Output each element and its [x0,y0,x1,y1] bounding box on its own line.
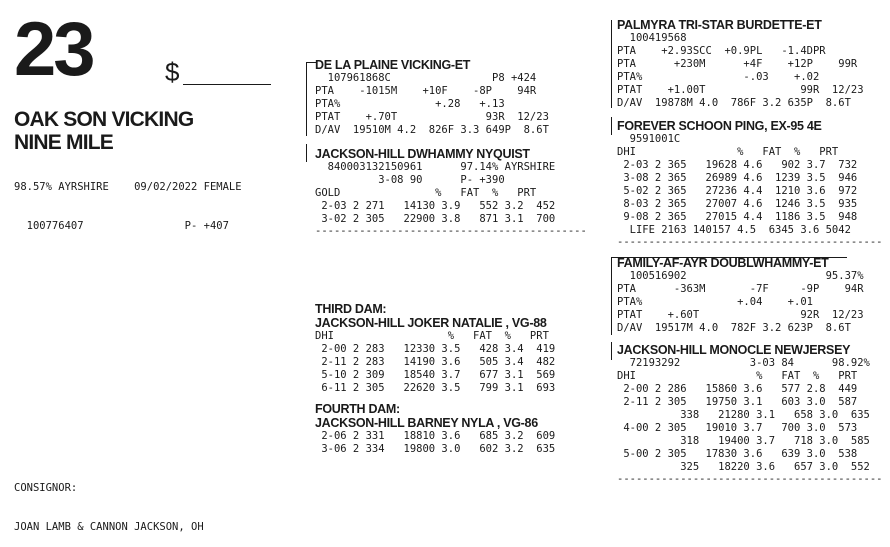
third-dam-block [315,302,555,395]
sire-of-sire-line: D/AV 19878M 4.0 786F 3.2 635P 8.6T [617,97,851,109]
sire-of-sire-block [617,18,864,110]
dam-of-sire-line: 2-03 2 365 19628 4.6 902 3.7 732 [617,159,858,171]
sire-of-dam-line: PTA% +.04 +.01 [617,296,813,308]
dam-of-sire-line: 5-02 2 365 27236 4.4 1210 3.6 972 [617,185,858,197]
dam-line: 3-08 90 P- +390 [315,174,505,186]
dam-of-dam-line: 325 18220 3.6 657 3.0 552 [617,461,870,473]
dam-line: GOLD % FAT % PRT [315,187,537,199]
third-dam-line: DHI % FAT % PRT [315,330,549,342]
sire-of-dam-block [617,256,864,335]
sire-of-sire-line: PTA +2.93SCC +0.9PL -1.4DPR [617,45,826,57]
sire-of-sire-bracket [611,20,612,108]
animal-info [14,155,242,246]
animal-name-line2: NINE MILE [14,131,113,154]
dam-of-sire-name: FOREVER SCHOON PING, EX-95 4E [617,119,822,133]
sire-name: DE LA PLAINE VICKING-ET [315,58,471,72]
sire-line: PTA% +.28 +.13 [315,98,505,110]
animal-name [14,108,193,154]
animal-info-line2: 100776407 P- +407 [14,220,229,232]
third-dam-line: 2-11 2 283 14190 3.6 505 3.4 482 [315,356,556,368]
sire-of-sire-line: PTAT +1.00T 99R 12/23 [617,84,864,96]
sire-line: 107961868C P8 +424 [315,72,537,84]
consignor-name: JOAN LAMB & CANNON JACKSON, OH [14,521,204,533]
fourth-dam-line: 2-06 2 331 18810 3.6 685 3.2 609 [315,430,556,442]
dam-of-sire-line: DHI % FAT % PRT [617,146,839,158]
sire-of-sire-line: PTA% -.03 +.02 [617,71,820,83]
dam-of-dam-line: 4-00 2 305 19010 3.7 700 3.0 573 [617,422,858,434]
dam-rule: ------------------------------------------- [315,225,587,237]
fourth-dam-name: JACKSON-HILL BARNEY NYLA , VG-86 [315,416,538,430]
dam-of-sire-bracket [611,117,612,135]
animal-name-line1: OAK SON VICKING [14,108,194,131]
dam-of-sire-line: 3-08 2 365 26989 4.6 1239 3.5 946 [617,172,858,184]
sire-of-dam-line: 100516902 95.37% [617,270,864,282]
dam-of-sire-line: 9591001C [617,133,681,145]
price-dollar-sign: $ [165,57,180,87]
sire-block [315,58,549,137]
third-dam-label: THIRD DAM: [315,302,387,316]
sire-of-sire-line: 100419568 [617,32,687,44]
dam-of-sire-line: 8-03 2 365 27007 4.6 1246 3.5 935 [617,198,858,210]
dam-of-sire-rule: ------------------------------------------ [617,236,883,248]
sire-of-dam-line: PTA -363M -7F -9P 94R [617,283,864,295]
lot-number: 23 [14,7,93,92]
sire-bracket [306,62,307,136]
dam-of-dam-block [617,343,883,485]
third-dam-line: 5-10 2 309 18540 3.7 677 3.1 569 [315,369,556,381]
dam-line: 840003132150961 97.14% AYRSHIRE [315,161,556,173]
sire-of-sire-name: PALMYRA TRI-STAR BURDETTE-ET [617,18,822,32]
sire-line: PTA -1015M +10F -8P 94R [315,85,537,97]
dam-of-dam-name: JACKSON-HILL MONOCLE NEWJERSEY [617,343,851,357]
sire-of-dam-name: FAMILY-AF-AYR DOUBLWHAMMY-ET [617,256,829,270]
dam-name: JACKSON-HILL DWHAMMY NYQUIST [315,147,530,161]
dam-of-sire-line: 9-08 2 365 27015 4.4 1186 3.5 948 [617,211,858,223]
dam-bracket [306,144,307,162]
sire-line: D/AV 19510M 4.2 826F 3.3 649P 8.6T [315,124,549,136]
dam-of-dam-line: 338 21280 3.1 658 3.0 635 [617,409,870,421]
sire-of-dam-bracket [611,257,612,335]
dam-of-dam-rule: ------------------------------------------ [617,473,883,485]
dam-of-dam-line: 5-00 2 305 17830 3.6 639 3.0 538 [617,448,858,460]
animal-info-line1: 98.57% AYRSHIRE 09/02/2022 FEMALE [14,181,242,193]
sire-line: PTAT +.70T 93R 12/23 [315,111,549,123]
dam-line: 2-03 2 271 14130 3.9 552 3.2 452 [315,200,556,212]
price-blank-line [183,84,271,85]
dam-of-sire-line: LIFE 2163 140157 4.5 6345 3.6 5042 [617,224,851,236]
dam-of-dam-line: 2-11 2 305 19750 3.1 603 3.0 587 [617,396,858,408]
fourth-dam-block [315,402,555,456]
fourth-dam-label: FOURTH DAM: [315,402,400,416]
consignor-block [14,456,204,547]
fourth-dam-line: 3-06 2 334 19800 3.0 602 3.2 635 [315,443,556,455]
sire-of-sire-line: PTA +230M +4F +12P 99R [617,58,858,70]
dam-line: 3-02 2 305 22900 3.8 871 3.1 700 [315,213,556,225]
sire-of-dam-line: D/AV 19517M 4.0 782F 3.2 623P 8.6T [617,322,851,334]
third-dam-line: 6-11 2 305 22620 3.5 799 3.1 693 [315,382,556,394]
sire-of-dam-line: PTAT +.60T 92R 12/23 [617,309,864,321]
dam-of-dam-line: DHI % FAT % PRT [617,370,858,382]
dam-of-dam-line: 2-00 2 286 15860 3.6 577 2.8 449 [617,383,858,395]
third-dam-line: 2-00 2 283 12330 3.5 428 3.4 419 [315,343,556,355]
dam-of-dam-line: 318 19400 3.7 718 3.0 585 [617,435,870,447]
dam-block [315,147,587,237]
third-dam-name: JACKSON-HILL JOKER NATALIE , VG-88 [315,316,547,330]
consignor-label: CONSIGNOR: [14,482,78,494]
dam-of-sire-block [617,119,883,248]
dam-of-dam-bracket [611,342,612,360]
dam-of-dam-line: 72193292 3-03 84 98.92% [617,357,870,369]
